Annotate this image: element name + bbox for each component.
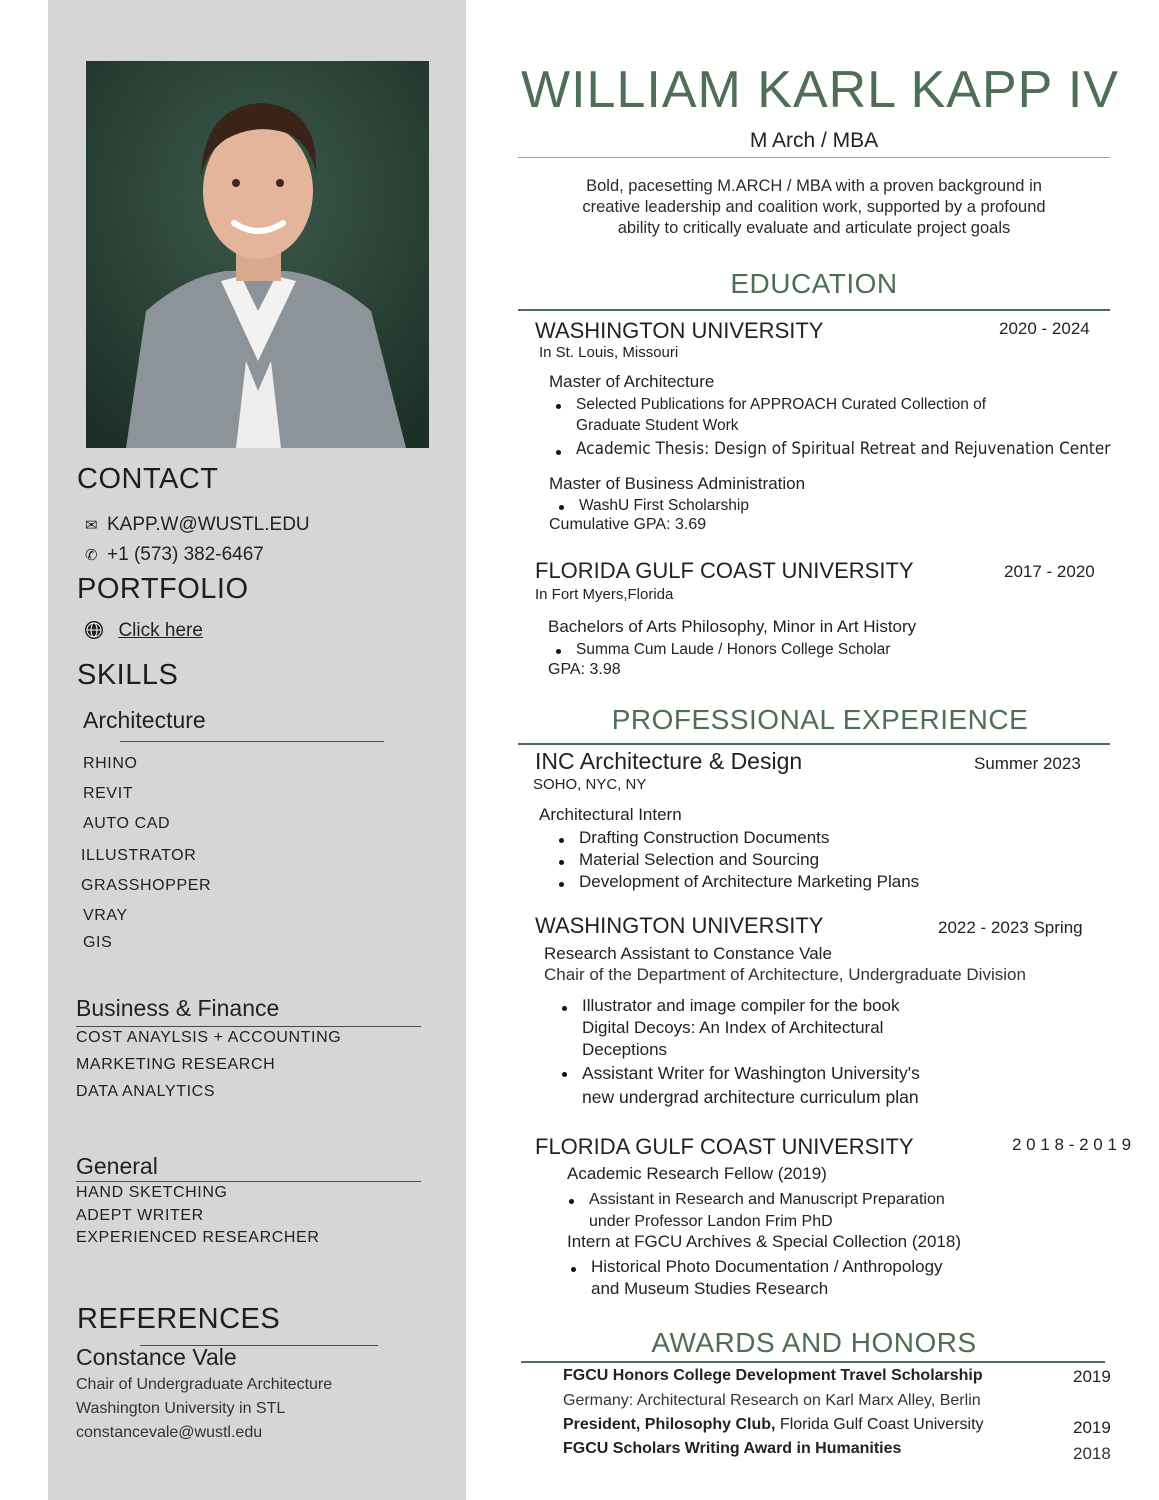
inc-list bbox=[553, 827, 919, 893]
list-item: Assistant in Research and Manuscript Preparation under Professor Landon Frim PhD bbox=[563, 1189, 945, 1233]
summary bbox=[518, 176, 1110, 239]
skill-item: DATA ANALYTICS bbox=[76, 1083, 216, 1100]
contact-heading: CONTACT bbox=[77, 463, 219, 495]
school-dates: 2017 - 2020 bbox=[1004, 562, 1095, 581]
award-year: 2019 bbox=[1073, 1367, 1111, 1386]
list-item: WashU First Scholarship bbox=[553, 495, 749, 516]
list-item: Selected Publications for APPROACH Curated Collection of Graduate Student Work bbox=[550, 394, 986, 436]
list-item: Development of Architecture Marketing Plans bbox=[553, 871, 919, 893]
gpa: Cumulative GPA: 3.69 bbox=[549, 516, 707, 533]
job-role: Intern at FGCU Archives & Special Collection (2018) bbox=[567, 1232, 962, 1251]
job-role: Architectural Intern bbox=[539, 805, 682, 824]
phone-row[interactable] bbox=[85, 544, 264, 566]
skill-item: GIS bbox=[83, 934, 113, 951]
award-year: 2019 bbox=[1073, 1418, 1111, 1437]
thesis-list bbox=[550, 439, 1111, 460]
company-name: FLORIDA GULF COAST UNIVERSITY bbox=[535, 1134, 914, 1159]
list-item: Assistant Writer for Washington University's new undergrad architecture curriculum plan bbox=[556, 1061, 920, 1109]
header-divider bbox=[518, 157, 1110, 158]
fgcu-role2-list bbox=[565, 1256, 943, 1300]
education-heading: EDUCATION bbox=[730, 268, 898, 299]
skill-item: ILLUSTRATOR bbox=[81, 847, 197, 864]
gpa: GPA: 3.98 bbox=[548, 661, 621, 678]
business-divider bbox=[76, 1026, 421, 1027]
summary-line: ability to critically evaluate and articulate project goals bbox=[617, 219, 1011, 237]
skill-item: VRAY bbox=[83, 907, 128, 924]
email-text: KAPP.W@WUSTL.EDU bbox=[107, 514, 310, 535]
degree-title: Master of Architecture bbox=[549, 372, 715, 391]
skill-item: HAND SKETCHING bbox=[76, 1184, 228, 1201]
awards-heading: AWARDS AND HONORS bbox=[651, 1327, 977, 1358]
award-year: 2018 bbox=[1073, 1444, 1111, 1463]
skill-item: RHINO bbox=[83, 755, 138, 772]
skill-item: AUTO CAD bbox=[83, 815, 171, 832]
architecture-skills-heading: Architecture bbox=[83, 707, 206, 733]
skill-item: COST ANAYLSIS + ACCOUNTING bbox=[76, 1029, 342, 1046]
awards-divider bbox=[521, 1361, 1105, 1363]
globe-icon bbox=[84, 620, 106, 642]
profile-photo bbox=[86, 61, 429, 448]
wustl-job-list bbox=[556, 995, 900, 1061]
job-role: Research Assistant to Constance Vale bbox=[544, 944, 832, 963]
education-divider bbox=[518, 309, 1110, 311]
mba-list bbox=[553, 495, 749, 516]
job-dates: 2 0 1 8 - 2 0 1 9 bbox=[1012, 1135, 1132, 1154]
general-divider bbox=[76, 1181, 421, 1182]
job-role: Academic Research Fellow (2019) bbox=[567, 1164, 827, 1183]
list-item: Historical Photo Documentation / Anthropology and Museum Studies Research bbox=[565, 1256, 943, 1300]
award-title: FGCU Honors College Development Travel Scholarship bbox=[563, 1367, 983, 1384]
school-name: WASHINGTON UNIVERSITY bbox=[535, 318, 824, 343]
skill-item: ADEPT WRITER bbox=[76, 1207, 204, 1224]
phone-icon: ✆ bbox=[85, 547, 98, 564]
skill-item: GRASSHOPPER bbox=[81, 877, 212, 894]
skill-item: REVIT bbox=[83, 785, 134, 802]
job-subrole: Chair of the Department of Architecture, Undergraduate Division bbox=[544, 965, 1026, 984]
experience-heading: PROFESSIONAL EXPERIENCE bbox=[611, 704, 1029, 735]
candidate-name: WILLIAM KARL KAPP IV bbox=[521, 61, 1119, 119]
general-skills-heading: General bbox=[76, 1153, 158, 1179]
school-location: In St. Louis, Missouri bbox=[539, 344, 679, 361]
reference-line: Chair of Undergraduate Architecture bbox=[76, 1376, 333, 1393]
list-item: Academic Thesis: Design of Spiritual Retreat and Rejuvenation Center bbox=[550, 439, 1111, 460]
march-list bbox=[550, 394, 986, 436]
school-name: FLORIDA GULF COAST UNIVERSITY bbox=[535, 558, 914, 583]
portfolio-heading: PORTFOLIO bbox=[77, 573, 249, 605]
degree-title: Master of Business Administration bbox=[549, 474, 806, 493]
school-location: In Fort Myers,Florida bbox=[535, 586, 674, 603]
list-item: Summa Cum Laude / Honors College Scholar bbox=[550, 639, 890, 660]
reference-name: Constance Vale bbox=[76, 1344, 237, 1370]
list-item: Material Selection and Sourcing bbox=[553, 849, 919, 871]
wustl-job-list-2 bbox=[556, 1061, 920, 1109]
award-title: President, Philosophy Club, Florida Gulf Coast University bbox=[563, 1416, 984, 1433]
company-name: INC Architecture & Design bbox=[535, 748, 803, 774]
summary-line: Bold, pacesetting M.ARCH / MBA with a proven background in bbox=[586, 177, 1042, 195]
business-skills-heading: Business & Finance bbox=[76, 995, 280, 1021]
award-detail: Germany: Architectural Research on Karl Marx Alley, Berlin bbox=[563, 1392, 981, 1409]
degree-title: Bachelors of Arts Philosophy, Minor in Art History bbox=[548, 617, 917, 636]
company-name: WASHINGTON UNIVERSITY bbox=[535, 913, 824, 938]
experience-divider bbox=[518, 743, 1110, 745]
skill-item: EXPERIENCED RESEARCHER bbox=[76, 1229, 320, 1246]
envelope-icon: ✉ bbox=[85, 517, 98, 534]
reference-email[interactable]: constancevale@wustl.edu bbox=[76, 1424, 263, 1441]
phone-text: +1 (573) 382-6467 bbox=[107, 544, 264, 565]
skills-heading: SKILLS bbox=[77, 659, 179, 691]
candidate-degrees: M Arch / MBA bbox=[749, 129, 879, 152]
job-dates: 2022 - 2023 Spring bbox=[938, 918, 1083, 937]
portfolio-link-row[interactable] bbox=[84, 620, 203, 642]
email-row[interactable] bbox=[85, 514, 310, 536]
list-item: Drafting Construction Documents bbox=[553, 827, 919, 849]
job-dates: Summer 2023 bbox=[974, 754, 1081, 773]
award-title: FGCU Scholars Writing Award in Humanities bbox=[563, 1440, 902, 1457]
skill-item: MARKETING RESEARCH bbox=[76, 1056, 276, 1073]
school-dates: 2020 - 2024 bbox=[999, 319, 1090, 338]
references-heading: REFERENCES bbox=[77, 1303, 281, 1335]
portfolio-link[interactable]: Click here bbox=[118, 620, 203, 641]
reference-line: Washington University in STL bbox=[76, 1400, 286, 1417]
job-location: SOHO, NYC, NY bbox=[533, 776, 647, 793]
list-item: Illustrator and image compiler for the book Digital Decoys: An Index of Architectural Deceptions bbox=[556, 995, 900, 1061]
fgcu-role1-list bbox=[563, 1189, 945, 1233]
summary-line: creative leadership and coalition work, supported by a profound bbox=[582, 198, 1046, 216]
fgcu-list bbox=[550, 639, 890, 660]
architecture-divider bbox=[120, 741, 384, 742]
